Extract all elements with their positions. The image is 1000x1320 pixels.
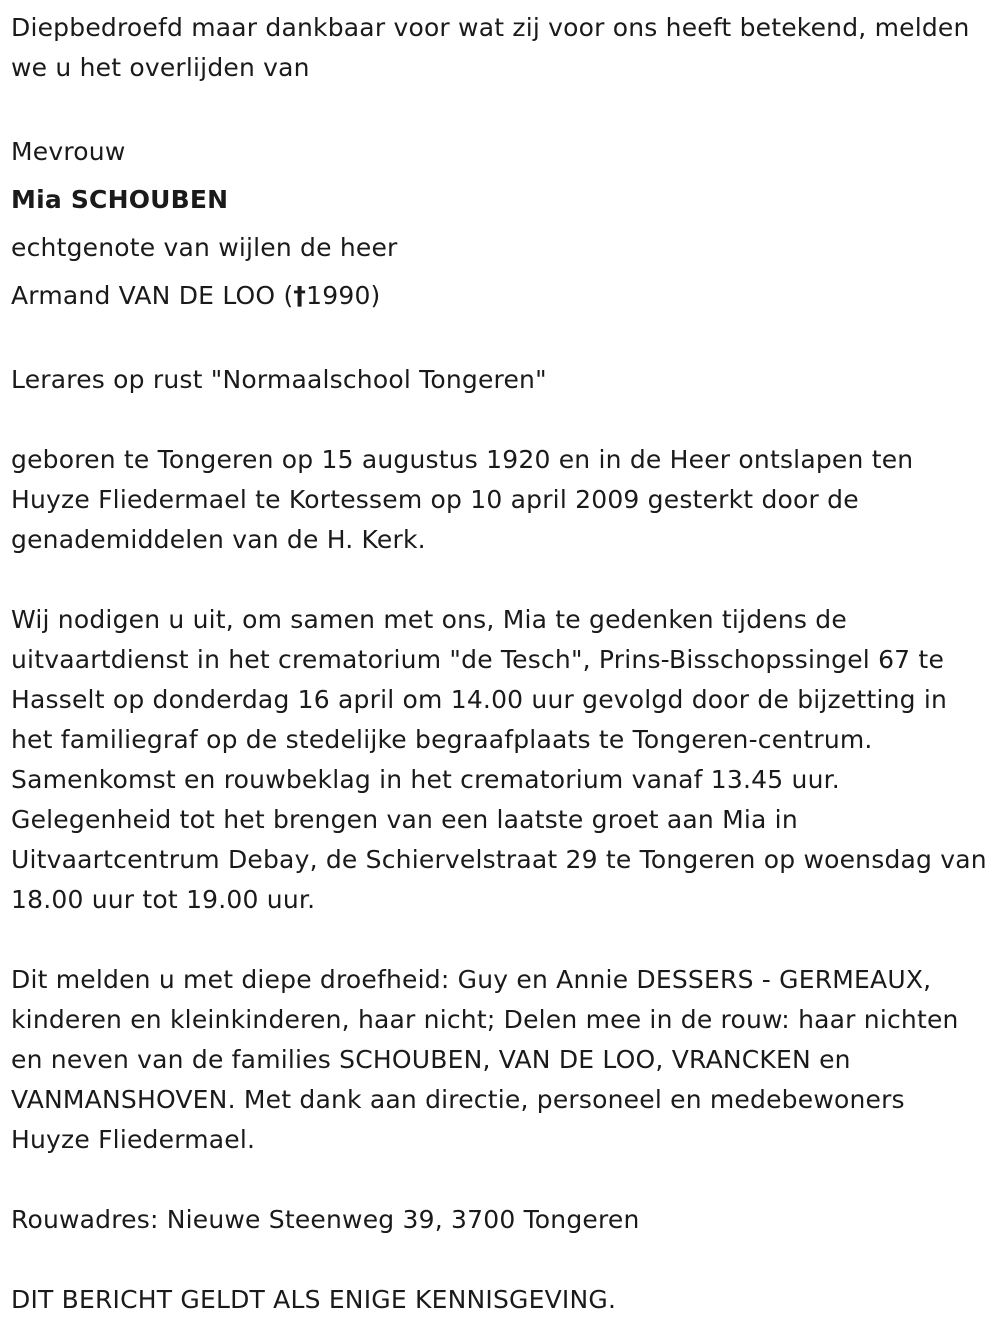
birth-death-paragraph: geboren te Tongeren op 15 augustus 1920 en in de Heer ontslapen ten Huyze Fliedermael te Kortessem op 10 april 2009 gesterkt door de genademiddelen van de H. Kerk. (11, 445, 914, 554)
spacer (11, 320, 988, 360)
spouse-line (11, 272, 988, 320)
intro-text: Diepbedroefd maar dankbaar voor wat zij voor ons heeft betekend, melden we u het overlijden van (11, 13, 970, 82)
spacer (11, 920, 988, 960)
service-paragraph: Wij nodigen u uit, om samen met ons, Mia te gedenken tijdens de uitvaartdienst in het crematorium "de Tesch", Prins-Bisschopssingel 67 te Hasselt op donderdag 16 april om 14.00 uur gevolgd door de bijzetting in het familiegraf op de stedelijke begraafplaats te Tongeren-centrum. Samenkomst en rouwbeklag in het crematorium vanaf 13.45 uur. Gelegenheid tot het brengen van een laatste groet aan Mia in Uitvaartcentrum Debay, de Schiervelstraat 29 te Tongeren op woensdag van 18.00 uur tot 19.00 uur. (11, 605, 987, 914)
mourners-paragraph: Dit melden u met diepe droefheid: Guy en Annie DESSERS - GERMEAUX, kinderen en kleinkinderen, haar nicht; Delen mee in de rouw: haar nichten en neven van de families SCHOUBEN, VAN DE LOO, VRANCKEN en VANMANSHOVEN. Met dank aan directie, personeel en medebewoners Huyze Fliedermael. (11, 965, 959, 1154)
address: Rouwadres: Nieuwe Steenweg 39, 3700 Tongeren (11, 1205, 640, 1234)
relation-text: echtgenote van wijlen de heer (11, 233, 398, 262)
deceased-name: Mia SCHOUBEN (11, 185, 229, 214)
notice: DIT BERICHT GELDT ALS ENIGE KENNISGEVING. (11, 1285, 617, 1314)
spouse-year: 1990) (306, 281, 381, 310)
spacer (11, 1240, 988, 1280)
cross-icon: † (293, 281, 307, 310)
spacer (11, 88, 988, 128)
spacer (11, 560, 988, 600)
spacer (11, 400, 988, 440)
occupation: Lerares op rust "Normaalschool Tongeren" (11, 365, 547, 394)
spacer (11, 1160, 988, 1200)
spouse-name: Armand VAN DE LOO ( (11, 281, 294, 310)
salutation: Mevrouw (11, 137, 126, 166)
